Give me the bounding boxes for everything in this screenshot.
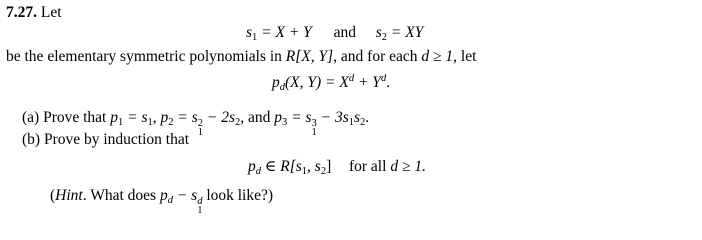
hint-open: ( (50, 187, 56, 204)
p1-symbol: p (110, 109, 118, 126)
problem-header (6, 4, 62, 22)
comma-1: , (152, 109, 161, 126)
s1-subscript-a: 1 (147, 117, 153, 128)
and-text: , and (240, 109, 275, 126)
equation-elementary-symmetric (246, 24, 423, 42)
p3-equals-s1: = s (287, 109, 312, 126)
y-exponent: d (380, 73, 387, 84)
sentence-text-after: , and for each (333, 48, 422, 65)
s2-definition: = XY (390, 24, 424, 41)
part-a-period: . (365, 109, 370, 126)
s1-subscript-b: 1 (301, 166, 308, 177)
p2-subscript: 2 (168, 117, 174, 128)
minus-3s1: − 3s (316, 109, 349, 126)
comma-s2: , s (307, 158, 321, 175)
p1-subscript: 1 (117, 117, 124, 128)
equation-connector: and (333, 24, 356, 41)
minus-2s2: − 2s (202, 109, 235, 126)
s1-subscript: 1 (252, 32, 258, 43)
s1-subscript-a2: 1 (348, 117, 354, 128)
s2-subscript-a2: 2 (360, 117, 366, 128)
part-a-text: Prove that (43, 109, 111, 126)
hint-s-exponent: d (197, 196, 203, 207)
part-b-text: Prove by induction that (43, 131, 190, 148)
hint-text-1: . What does (82, 187, 160, 204)
plus-y: + Y (354, 74, 381, 91)
hint-pd-subscript: d (167, 195, 173, 206)
p2-equals-s1: = s (173, 109, 198, 126)
pd-subscript-b: d (255, 166, 261, 177)
degree-condition: d ≥ 1 (421, 48, 454, 65)
p1-equals-s1: = s (123, 109, 148, 126)
problem-number: 7.27. (6, 4, 37, 21)
intro-word: Let (40, 4, 62, 21)
pd-symbol: p (272, 74, 280, 91)
s1-symbol: s (246, 24, 253, 41)
s1-squared-subscript: 1 (197, 127, 203, 138)
s2-symbol-a: s (354, 109, 361, 126)
for-all-condition: d ≥ 1. (390, 158, 426, 175)
hint-minus-s: − s (172, 187, 198, 204)
for-all-text: for all (348, 158, 387, 175)
part-a-label: (a) (22, 109, 40, 126)
hint-text-2: look like?) (202, 187, 274, 204)
pd-subscript: d (279, 82, 285, 93)
part-b-label: (b) (22, 131, 41, 148)
sentence-text-before: be the elementary symmetric polynomials in (6, 48, 286, 65)
s2-subscript: 2 (381, 32, 387, 43)
p3-subscript: 3 (282, 117, 288, 128)
s2-subscript-a: 2 (234, 117, 241, 128)
s1-definition: = X + Y (261, 24, 312, 41)
s1-cubed-subscript: 1 (311, 127, 317, 138)
hint (50, 187, 273, 215)
ring-close: ] (326, 158, 332, 175)
p2-symbol: p (160, 109, 169, 126)
in-ring: ∈ R[s (261, 158, 302, 175)
pd-symbol-b: p (248, 158, 256, 175)
hint-s-subscript: 1 (197, 205, 203, 216)
equation-period: . (386, 74, 391, 91)
part-b (22, 131, 189, 149)
s2-symbol: s (375, 24, 382, 41)
s1-squared-exponent: 2 (197, 118, 203, 129)
s1-cubed-exponent: 3 (311, 118, 317, 129)
s2-subscript-b: 2 (320, 166, 327, 177)
pd-arguments: (X, Y) = X (285, 74, 349, 91)
equation-power-sum (272, 74, 390, 92)
p3-symbol: p (274, 109, 282, 126)
x-exponent: d (348, 73, 355, 84)
hint-word: Hint (55, 187, 83, 204)
hint-pd: p (159, 187, 168, 204)
sentence-polynomials (6, 48, 476, 66)
sentence-tail: , let (453, 48, 477, 65)
polynomial-ring: R[X, Y] (285, 48, 334, 65)
equation-membership (248, 158, 426, 176)
